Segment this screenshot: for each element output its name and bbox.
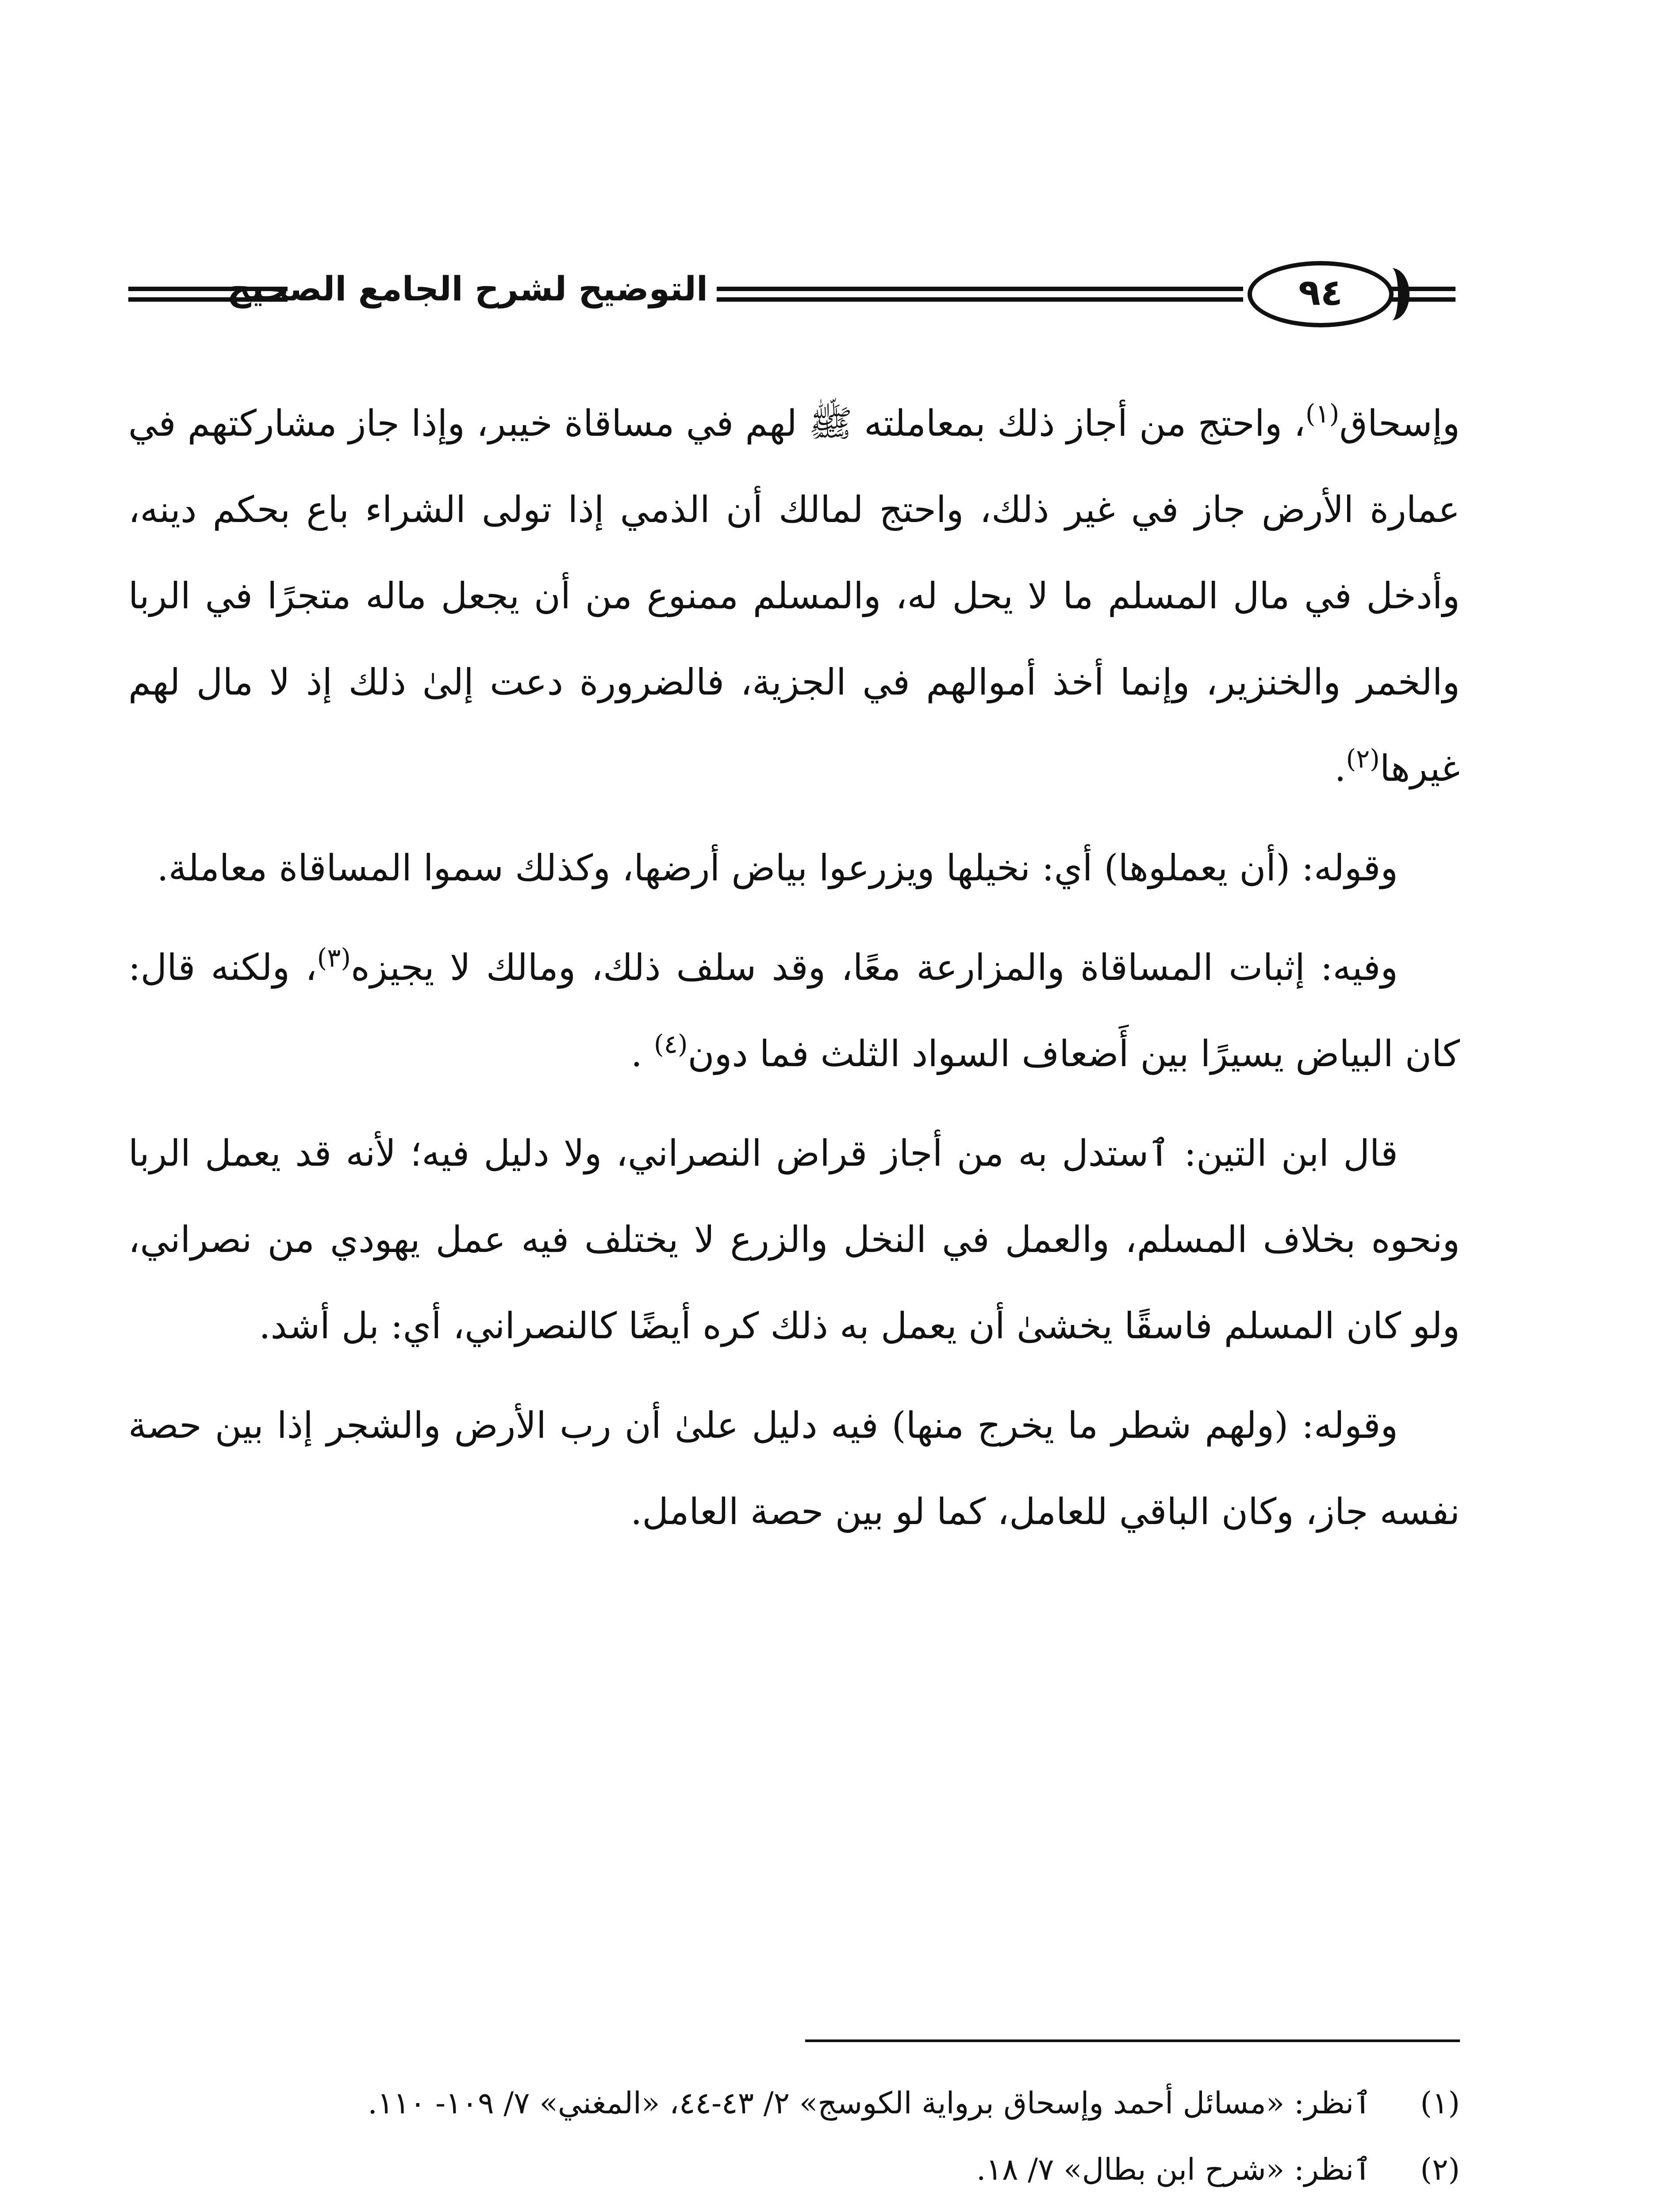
paragraph — [128, 380, 1460, 812]
header-rule-middle — [717, 287, 1243, 302]
footnote-ref-3: (٣) — [317, 943, 351, 973]
paragraph — [128, 825, 1460, 911]
footnote — [128, 2203, 1460, 2212]
text-segment: وقوله: (ولهم شطر ما يخرج منها) فيه دليل علىٰ أن رب الأرض والشجر إذا بين حصة نفسه جاز، وكان الباقي للعامل، كما لو بين حصة العامل. — [128, 1405, 1460, 1533]
footnote-text — [128, 2203, 1371, 2212]
running-header — [128, 261, 1455, 336]
paragraph — [128, 1382, 1460, 1555]
text-segment: قال ابن التين: ٱستدل به من أجاز قراض النصراني، ولا دليل فيه؛ لأنه قد يعمل الربا ونحوه بخلاف المسلم، والعمل في النخل والزرع لا يختلف فيه عمل يهودي من نصراني، ولو كان المسلم فاسقًا يخشىٰ أن يعمل به ذلك كره أيضًا كالنصراني، أي: بل أشد. — [128, 1133, 1460, 1347]
footnote-ref-1: (١) — [1305, 399, 1340, 429]
text-segment: وإسحاق — [1339, 403, 1460, 445]
footnote-text: ٱنظر: «مسائل أحمد وإسحاق برواية الكوسج» ٢/ ٤٣-٤٤، «المغني» ٧/ ١٠٩- ١١٠. — [368, 2086, 1371, 2121]
text-segment: . — [1334, 748, 1346, 790]
footnote-separator — [805, 2039, 1460, 2042]
text-segment: ، واحتج من أجاز ذلك بمعاملته ﷺ لهم في مساقاة خيبر، وإذا جاز مشاركتهم في عمارة الأرض جاز في غير ذلك، واحتج لمالك أن الذمي إذا تولى الشراء باع بحكم دينه، وأدخل في مال المسلم ما لا يحل له، والمسلم ممنوع من أن يجعل ماله متجرًا في الربا والخمر والخنزير، وإنما أخذ أموالهم في الجزية، فالضرورة دعت إلىٰ ذلك إذ لا مال لهم غيرها — [128, 403, 1460, 790]
header-rule-right — [1389, 287, 1455, 302]
footnote-number: (١) — [1420, 2086, 1460, 2121]
footnote-number — [1371, 2203, 1460, 2212]
text-segment: وقوله: (أن يعملوها) أي: نخيلها ويزرعوا بياض أرضها، وكذلك سموا المساقاة معاملة. — [157, 847, 1398, 889]
footnote — [128, 2070, 1460, 2137]
text-segment: ، ولكنه قال: كان البياض يسيرًا بين أَضعاف السواد الثلث فما دون — [128, 947, 1460, 1075]
footnote-ref-2: (٢) — [1346, 744, 1380, 774]
main-text — [128, 380, 1460, 1568]
page-number: ٩٤ — [1298, 272, 1343, 314]
paragraph — [128, 925, 1460, 1097]
running-title: التوضيح لشرح الجامع الصحيح — [227, 269, 708, 308]
text-segment: . — [630, 1033, 654, 1075]
footnotes — [128, 2070, 1460, 2212]
footnote — [128, 2137, 1460, 2203]
page-number-ornament — [1248, 261, 1394, 327]
footnote-ref-4: (٤) — [654, 1029, 688, 1059]
footnote-number: (٢) — [1420, 2152, 1460, 2187]
text-segment: وفيه: إثبات المساقاة والمزارعة معًا، وقد سلف ذلك، ومالك لا يجيزه — [351, 947, 1398, 989]
footnote-text: ٱنظر: «شرح ابن بطال» ٧/ ١٨. — [976, 2152, 1371, 2187]
paragraph — [128, 1110, 1460, 1369]
